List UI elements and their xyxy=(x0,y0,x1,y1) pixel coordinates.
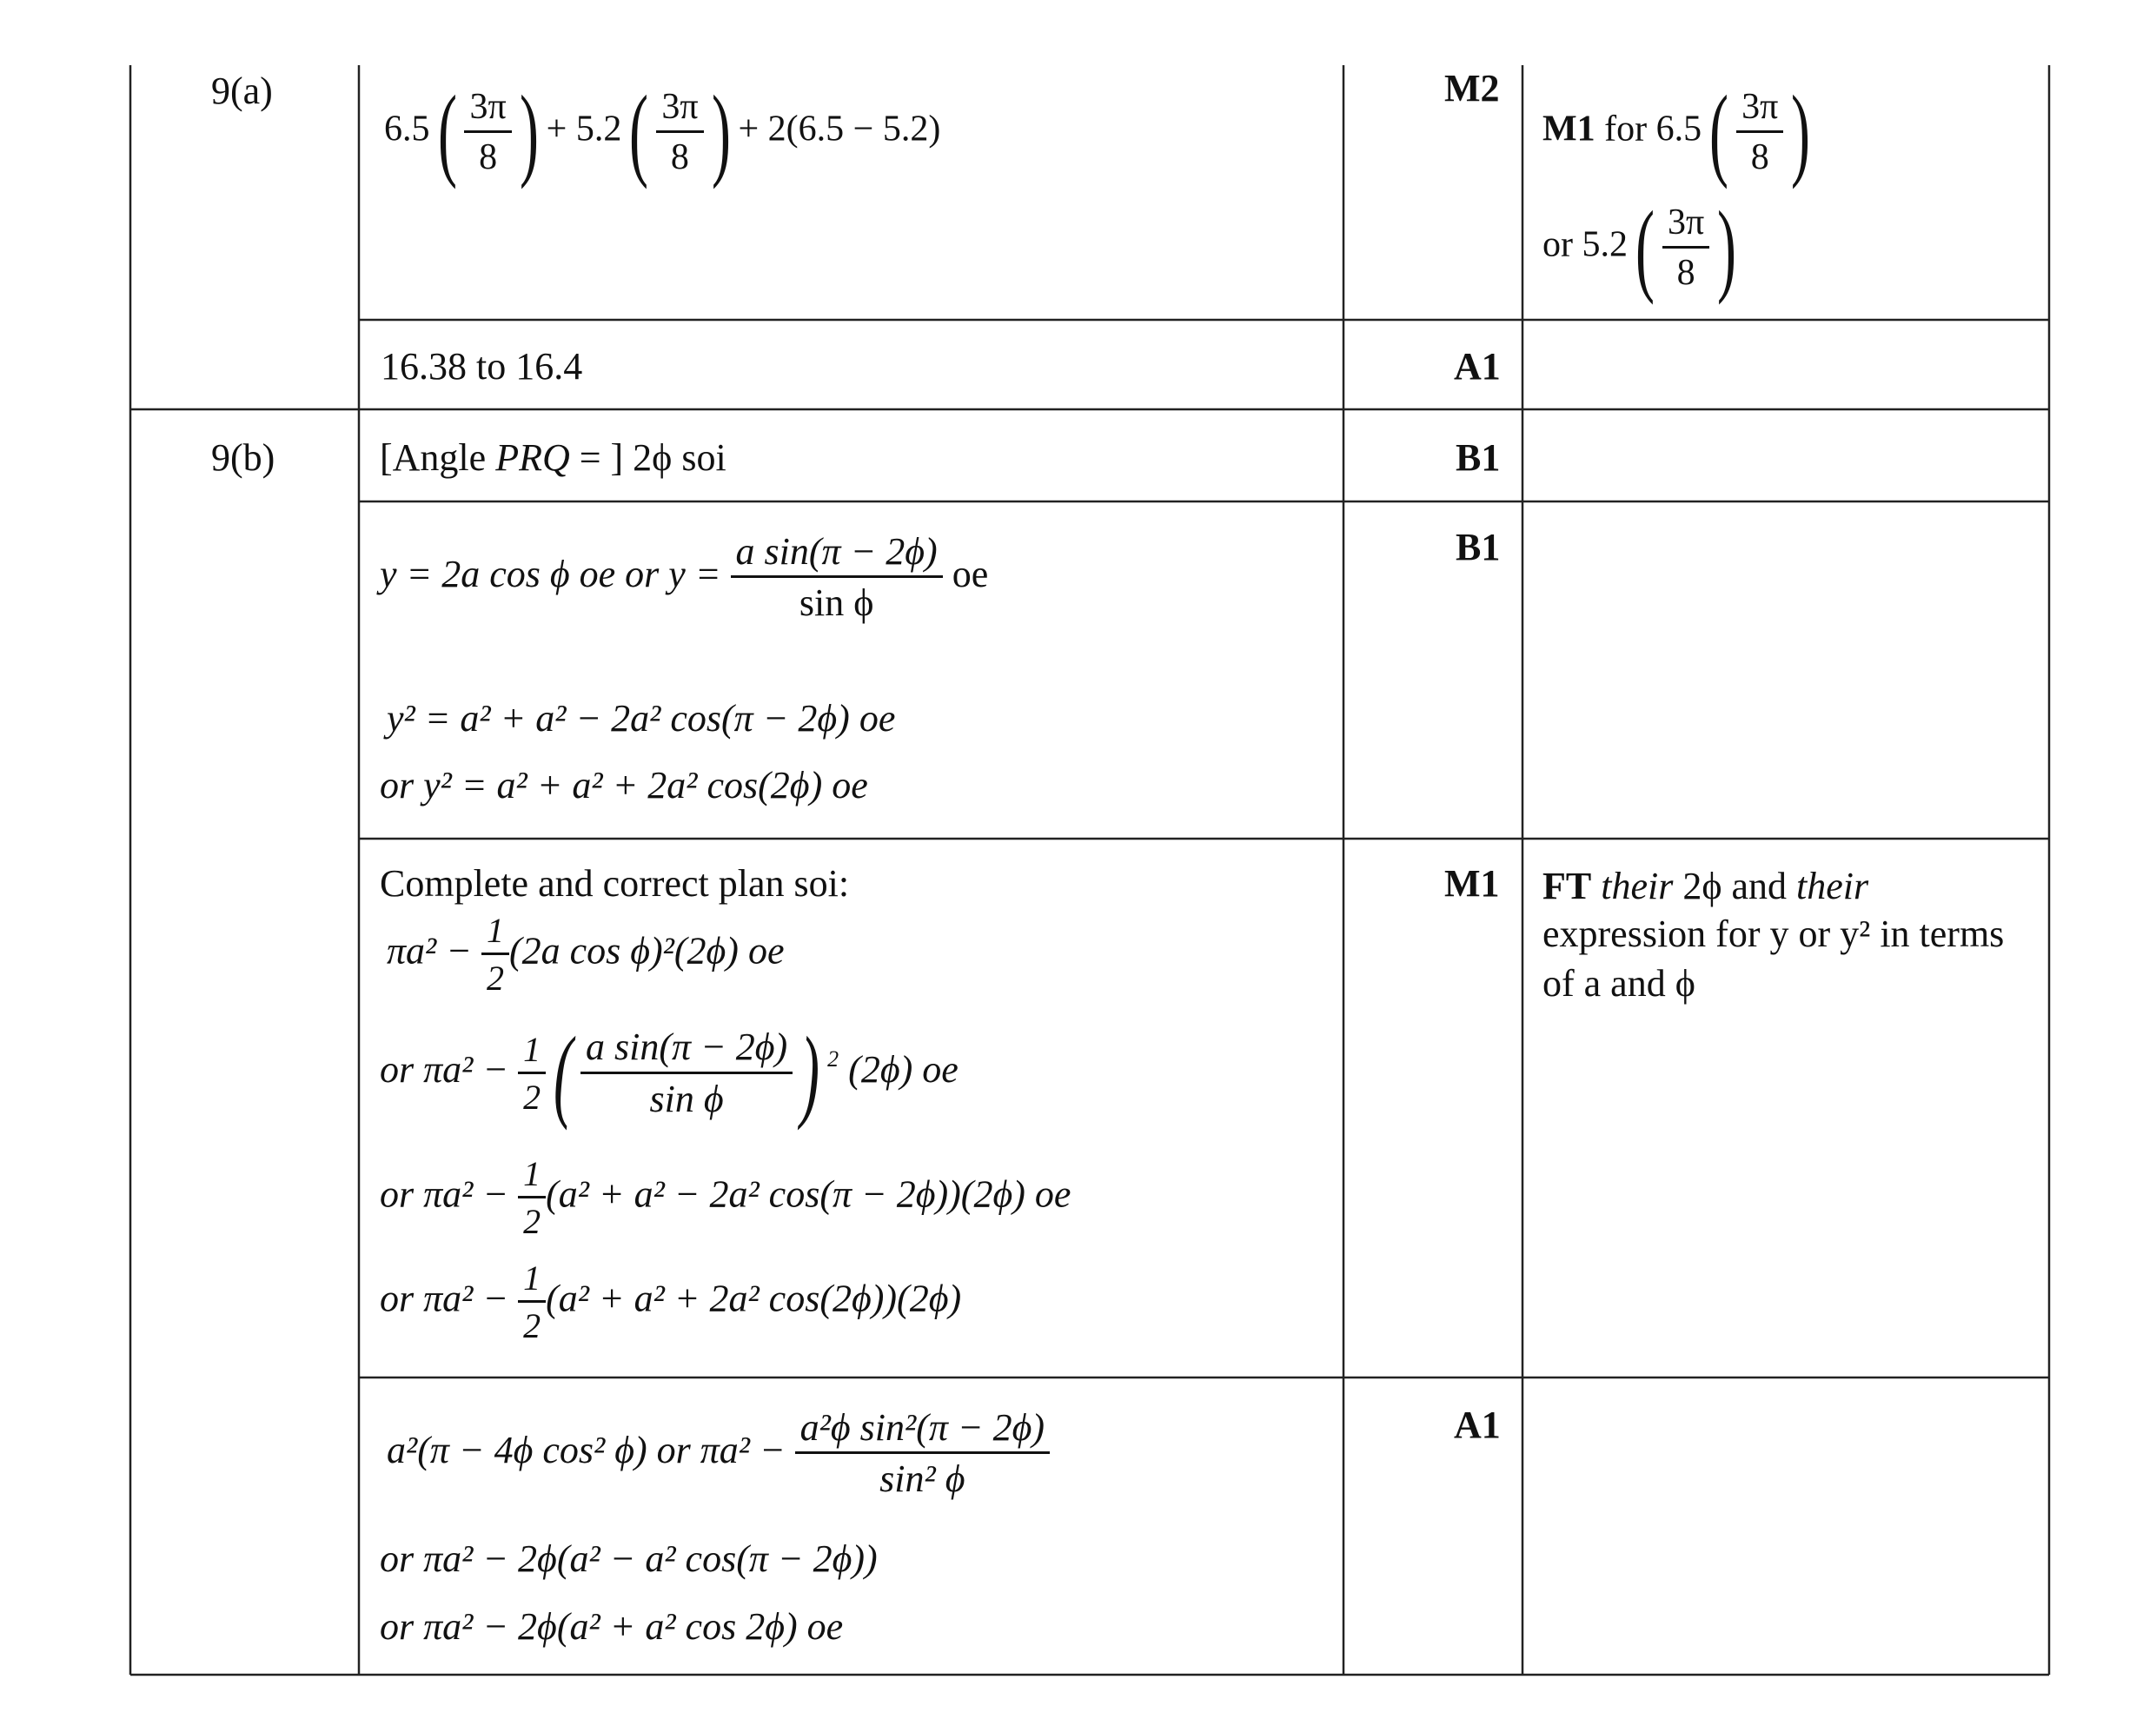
guidance-text: M1 for 6.5( $\frac{3\pi}{8}$ ) xyxy=(1542,74,1811,189)
mark-cell: A1 xyxy=(1454,345,1501,388)
answer-expression: a²(π − 4ϕ cos² ϕ) or πa² − $\frac{\text{a²ϕ sin²(π − 2ϕ)}}{\text{sin² ϕ}}$ xyxy=(387,1408,1050,1499)
guidance-text: expression for y or y² in terms xyxy=(1542,913,2005,955)
answer-expression: 16.38 to 16.4 xyxy=(381,345,583,388)
question-number: 9(b) xyxy=(211,436,275,479)
answer-expression: [Angle PRQ = ] 2ϕ soi xyxy=(380,436,726,479)
answer-expression: or y² = a² + a² + 2a² cos(2ϕ) oe xyxy=(380,764,868,807)
answer-expression: 6.5( $\frac{3\pi}{8}$ ) + 5.2( $\frac{3\pi}{8}$ ) + 2(6.5 − 5.2) xyxy=(384,74,941,189)
mark-cell: B1 xyxy=(1456,526,1501,568)
guidance-text: FT their 2ϕ and their xyxy=(1542,865,1869,907)
mark-cell: B1 xyxy=(1456,436,1501,479)
guidance-text: or 5.2( $\frac{3\pi}{8}$ ) xyxy=(1542,189,1737,305)
mark-cell: M1 xyxy=(1444,862,1500,905)
answer-expression: or πa² − $\frac{1}{2}$ (a² + a² − 2a² cos(π − 2ϕ))(2ϕ) oe xyxy=(380,1154,1071,1241)
answer-expression: or πa² − 2ϕ(a² − a² cos(π − 2ϕ)) xyxy=(380,1537,878,1580)
answer-expression: or πa² − $\frac{1}{2}$ (a² + a² + 2a² cos(2ϕ))(2ϕ) xyxy=(380,1258,962,1345)
answer-expression: πa² − $\frac{1}{2}$ (2a cos ϕ)²(2ϕ) oe xyxy=(387,911,785,998)
answer-expression: Complete and correct plan soi: xyxy=(380,862,850,905)
guidance-text: of a and ϕ xyxy=(1542,962,1695,1005)
mark-cell: A1 xyxy=(1454,1404,1501,1446)
answer-expression: or πa² − 2ϕ(a² + a² cos 2ϕ) oe xyxy=(380,1605,844,1648)
answer-expression: y = 2a cos ϕ oe or y = $\frac{\text{a sin(π − 2ϕ)}}{\text{sin ϕ}}$ oe xyxy=(380,530,989,625)
mark-cell: M2 xyxy=(1444,67,1500,110)
answer-expression: y² = a² + a² − 2a² cos(π − 2ϕ) oe xyxy=(387,697,896,740)
answer-expression: or πa² − $\frac{1}{2}$ ( $\frac{\text{a sin(π − 2ϕ)}}{\text{sin ϕ}}$ ) $^2$ (2ϕ) oe xyxy=(380,1015,959,1131)
question-number: 9(a) xyxy=(211,70,273,112)
